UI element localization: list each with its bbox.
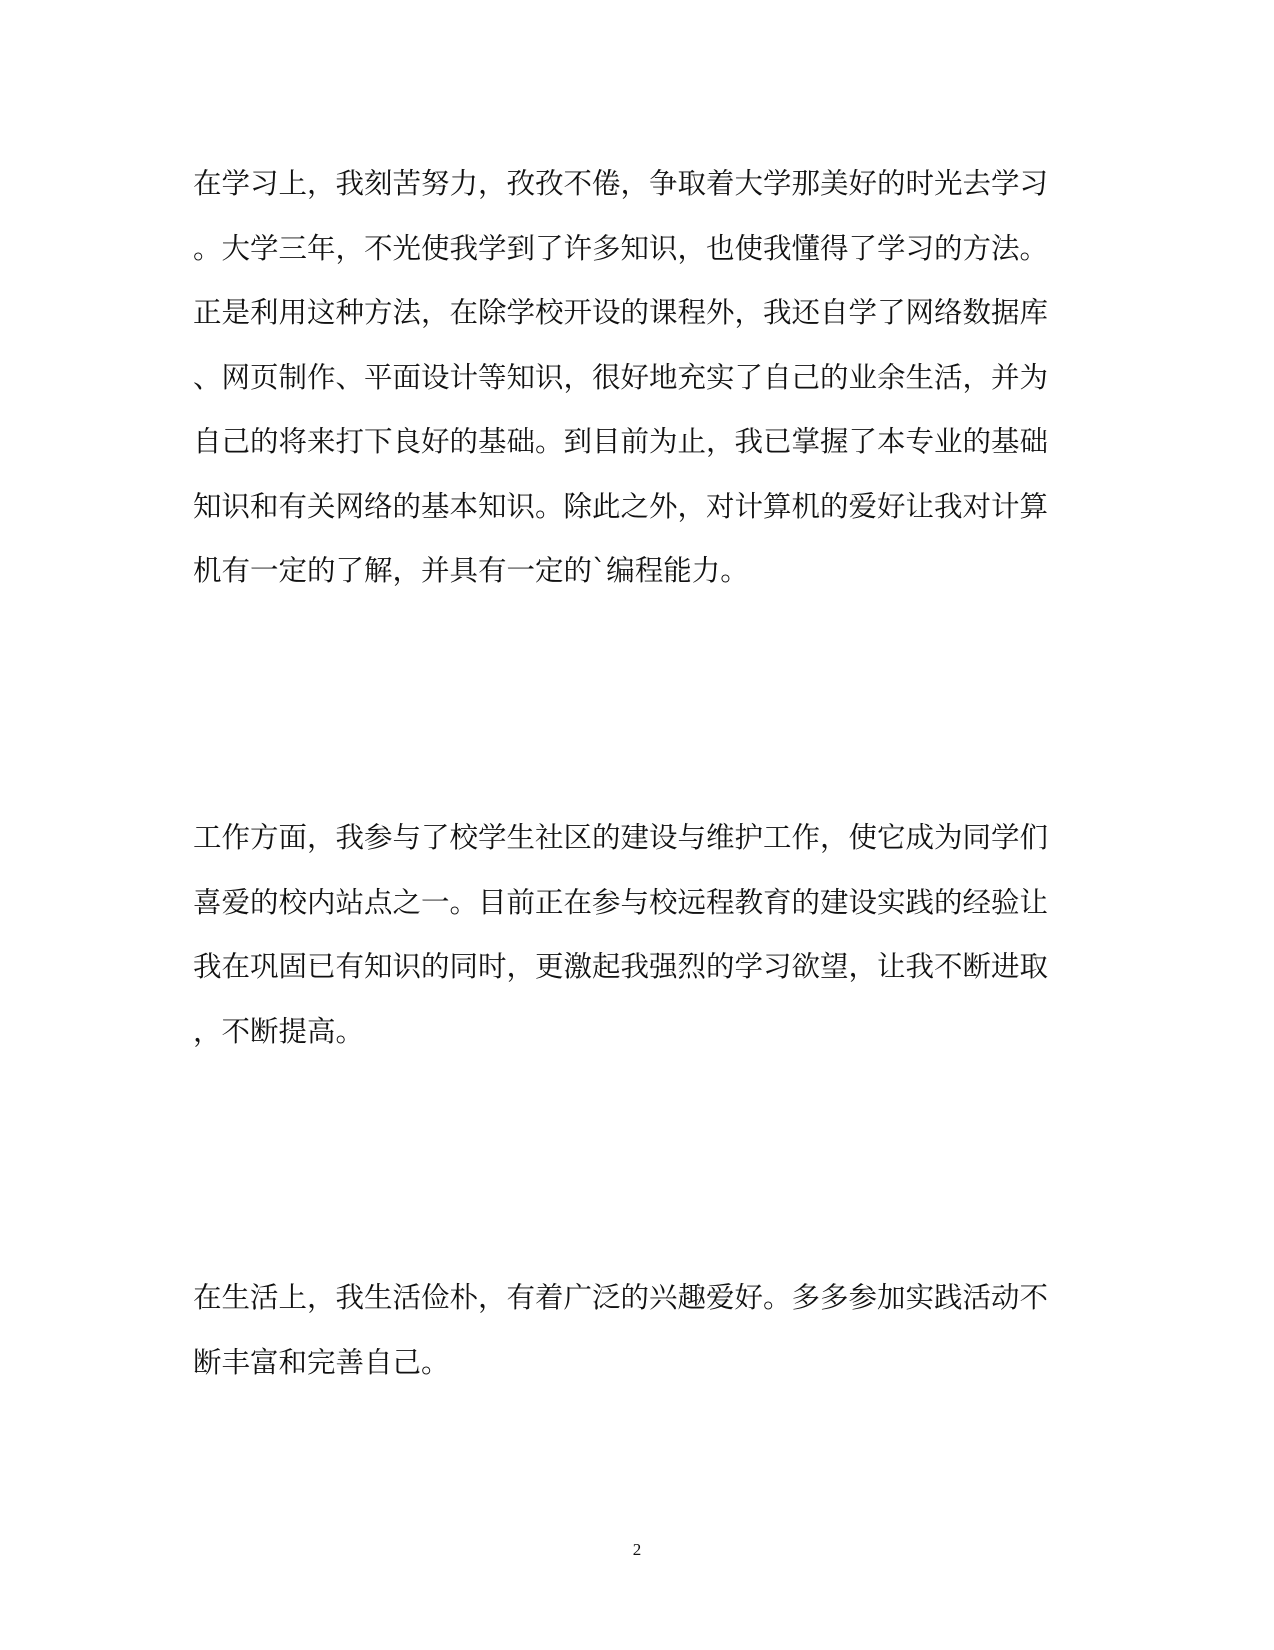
- paragraph-work: [193, 806, 1073, 1064]
- text-line: 、网页制作、平面设计等知识，很好地充实了自己的业余生活，并为: [193, 360, 1049, 394]
- text-line: 断丰富和完善自己。: [193, 1345, 450, 1379]
- text-line: 知识和有关网络的基本知识。除此之外，对计算机的爱好让我对计算: [193, 489, 1049, 523]
- text-line: ，不断提高。: [193, 1014, 365, 1048]
- text-line: 。大学三年，不光使我学到了许多知识，也使我懂得了学习的方法。: [193, 231, 1049, 265]
- text-line: 在学习上，我刻苦努力，孜孜不倦，争取着大学那美好的时光去学习: [193, 167, 1049, 200]
- text-line: 在生活上，我生活俭朴，有着广泛的兴趣爱好。多多参加实践活动不: [193, 1281, 1049, 1314]
- paragraph-study: [193, 152, 1073, 604]
- text-line: 工作方面，我参与了校学生社区的建设与维护工作，使它成为同学们: [193, 821, 1049, 854]
- paragraph-life: [193, 1266, 1073, 1395]
- text-line: 自己的将来打下良好的基础。到目前为止，我已掌握了本专业的基础: [193, 425, 1049, 458]
- text-line: 正是利用这种方法，在除学校开设的课程外，我还自学了网络数据库: [193, 296, 1049, 329]
- page-number: 2: [632, 1540, 642, 1559]
- text-line: 我在巩固已有知识的同时，更激起我强烈的学习欲望，让我不断进取: [193, 950, 1049, 983]
- text-line: 机有一定的了解，并具有一定的`编程能力。: [193, 554, 749, 587]
- text-line: 喜爱的校内站点之一。目前正在参与校远程教育的建设实践的经验让: [193, 885, 1049, 919]
